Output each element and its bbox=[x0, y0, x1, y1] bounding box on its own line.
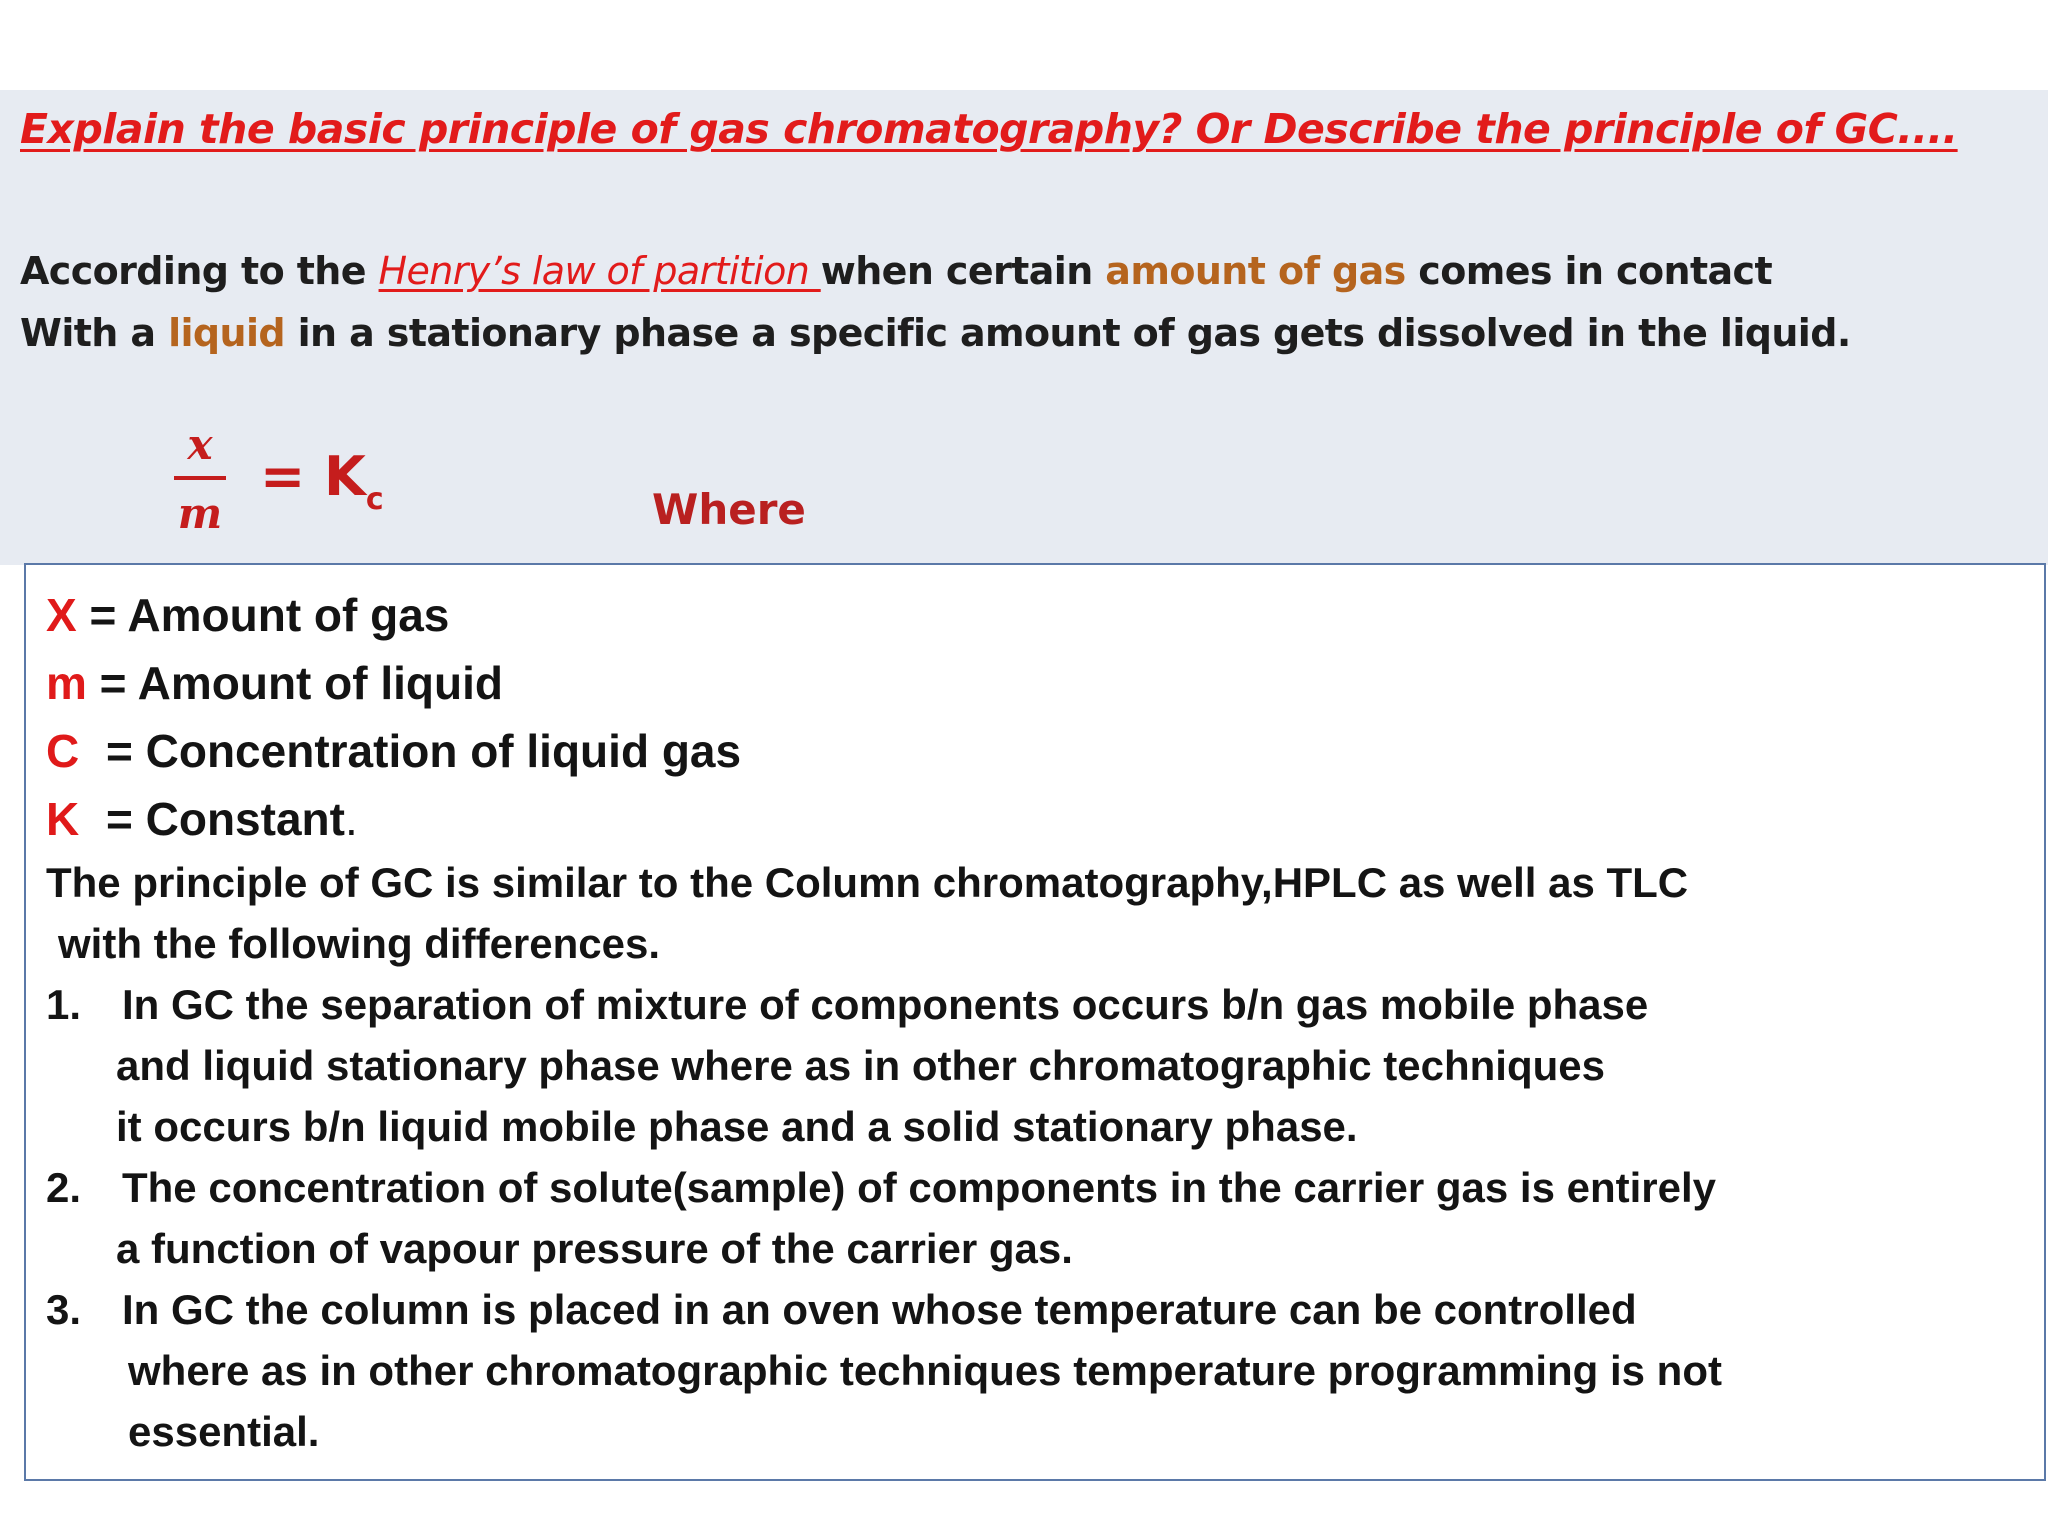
henrys-law-link-text: Henry’s law of partition bbox=[378, 249, 821, 293]
intro-line-2 bbox=[20, 302, 1851, 364]
definition-text: = Constant bbox=[106, 793, 345, 845]
list-number: 3. bbox=[46, 1286, 82, 1333]
difference-item-2 bbox=[46, 1157, 1722, 1279]
list-line: and liquid stationary phase where as in other chromatographic techniques bbox=[116, 1042, 1605, 1089]
definition-c bbox=[46, 717, 741, 785]
slide-question: Explain the basic principle of gas chromatography? Or Describe the principle of GC.... bbox=[20, 105, 1958, 153]
list-line: where as in other chromatographic techniques temperature programming is not bbox=[128, 1347, 1722, 1394]
intro-text-2: when certain bbox=[820, 249, 1106, 293]
definition-symbol: X bbox=[46, 589, 77, 641]
principle-intro-line-2: with the following differences. bbox=[58, 920, 661, 967]
formula-equals: = K bbox=[260, 445, 366, 508]
principle-intro-line-1: The principle of GC is similar to the Column chromatography,HPLC as well as TLC bbox=[46, 859, 1689, 906]
intro-text-4: With a bbox=[20, 311, 169, 355]
intro-paragraph bbox=[20, 240, 1851, 364]
list-number: 1. bbox=[46, 981, 82, 1028]
highlight-amount-of-gas: amount of gas bbox=[1105, 249, 1406, 293]
highlight-liquid: liquid bbox=[168, 311, 285, 355]
list-line: essential. bbox=[128, 1408, 320, 1455]
definition-text: = Concentration of liquid gas bbox=[106, 725, 742, 777]
formula-constant bbox=[260, 445, 384, 517]
list-line: a function of vapour pressure of the carrier gas. bbox=[116, 1225, 1073, 1272]
definition-symbol: K bbox=[46, 793, 80, 845]
definition-symbol: m bbox=[46, 657, 87, 709]
formula-denominator: m bbox=[177, 489, 223, 538]
definition-symbol: C bbox=[46, 725, 80, 777]
intro-text-5: in a stationary phase a specific amount of gas gets dissolved in the liquid. bbox=[285, 311, 1851, 355]
list-line: In GC the separation of mixture of components occurs b/n gas mobile phase bbox=[122, 981, 1649, 1028]
formula-fraction bbox=[170, 420, 230, 542]
content-box bbox=[24, 563, 2046, 1481]
list-line: The concentration of solute(sample) of components in the carrier gas is entirely bbox=[122, 1164, 1716, 1211]
list-line: In GC the column is placed in an oven whose temperature can be controlled bbox=[122, 1286, 1637, 1333]
definition-x bbox=[46, 581, 741, 649]
difference-item-3 bbox=[46, 1279, 1722, 1462]
principle-body bbox=[46, 852, 1722, 1462]
where-label: Where bbox=[652, 485, 806, 534]
definition-text: = Amount of liquid bbox=[86, 657, 503, 709]
intro-text-1: According to the bbox=[20, 249, 379, 293]
definition-text: = Amount of gas bbox=[76, 589, 450, 641]
definitions-list bbox=[46, 581, 741, 853]
formula-numerator: x bbox=[187, 420, 213, 469]
definition-m bbox=[46, 649, 741, 717]
difference-item-1 bbox=[46, 974, 1722, 1157]
definition-k bbox=[46, 785, 741, 853]
henry-formula bbox=[170, 420, 430, 560]
fraction-bar bbox=[174, 476, 226, 480]
list-number: 2. bbox=[46, 1164, 82, 1211]
formula-subscript: c bbox=[365, 482, 384, 517]
definition-trail: . bbox=[344, 793, 358, 845]
intro-text-3: comes in contact bbox=[1405, 249, 1773, 293]
intro-line-1 bbox=[20, 240, 1851, 302]
list-line: it occurs b/n liquid mobile phase and a solid stationary phase. bbox=[116, 1103, 1358, 1150]
